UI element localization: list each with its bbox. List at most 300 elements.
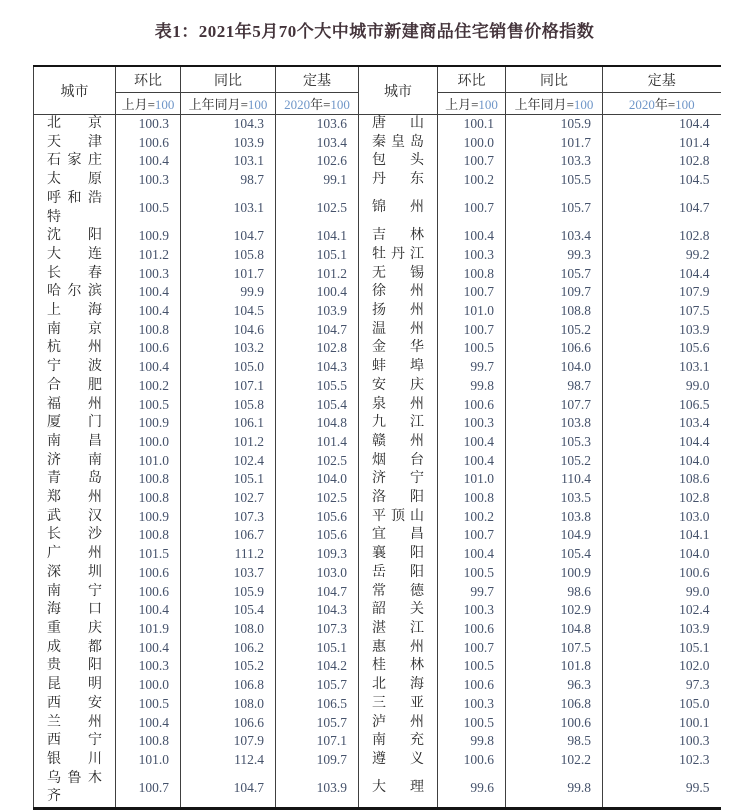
- yoy-cell: 103.4: [506, 227, 603, 246]
- yoy-cell: 105.9: [506, 115, 603, 134]
- table-row: [34, 508, 721, 527]
- city-cell: 南充: [359, 732, 438, 751]
- table-row: [34, 358, 721, 377]
- base-cell: 103.4: [603, 414, 721, 433]
- yoy-cell: 112.4: [181, 751, 276, 770]
- yoy-cell: 99.9: [181, 283, 276, 302]
- yoy-cell: 106.8: [506, 695, 603, 714]
- yoy-cell: 105.4: [181, 601, 276, 620]
- base-cell: 99.0: [603, 583, 721, 602]
- yoy-cell: 102.7: [181, 489, 276, 508]
- subheader-label: 上月=: [121, 97, 155, 112]
- base-cell: 104.5: [603, 171, 721, 190]
- yoy-cell: 105.4: [506, 545, 603, 564]
- base-cell: 105.6: [276, 508, 359, 527]
- table-row: [34, 657, 721, 676]
- yoy-cell: 105.2: [181, 657, 276, 676]
- city-cell: 武汉: [34, 508, 116, 527]
- table-row: [34, 396, 721, 415]
- yoy-cell: 98.7: [506, 377, 603, 396]
- city-cell: 襄阳: [359, 545, 438, 564]
- table-row: [34, 676, 721, 695]
- table-row: [34, 770, 721, 809]
- mom-cell: 100.8: [438, 265, 506, 284]
- mom-cell: 100.4: [116, 601, 181, 620]
- base-cell: 103.9: [603, 321, 721, 340]
- base-cell: 106.5: [603, 396, 721, 415]
- city-cell: 北京: [34, 115, 116, 134]
- table-row: [34, 190, 721, 227]
- yoy-cell: 105.1: [181, 470, 276, 489]
- mom-cell: 100.8: [116, 321, 181, 340]
- yoy-cell: 99.8: [506, 770, 603, 809]
- city-cell: 遵义: [359, 751, 438, 770]
- city-cell: 金华: [359, 339, 438, 358]
- mom-cell: 99.7: [438, 583, 506, 602]
- city-cell: 惠州: [359, 639, 438, 658]
- mom-cell: 99.6: [438, 770, 506, 809]
- mom-cell: 101.0: [438, 470, 506, 489]
- base-cell: 105.6: [603, 339, 721, 358]
- city-cell: 沈阳: [34, 227, 116, 246]
- subheader-base-value: 100: [330, 97, 350, 112]
- page-title: 表1：2021年5月70个大中城市新建商品住宅销售价格指数: [154, 22, 595, 41]
- header-yoy-left: 同比: [181, 66, 276, 93]
- mom-cell: 100.6: [438, 620, 506, 639]
- city-cell: 兰州: [34, 714, 116, 733]
- base-cell: 103.0: [603, 508, 721, 527]
- mom-cell: 100.3: [438, 246, 506, 265]
- subheader-label: 年=: [310, 97, 331, 112]
- table-row: [34, 639, 721, 658]
- mom-cell: 100.7: [438, 639, 506, 658]
- table-row: [34, 321, 721, 340]
- base-cell: 100.1: [603, 714, 721, 733]
- city-cell: 贵阳: [34, 657, 116, 676]
- mom-cell: 101.0: [116, 751, 181, 770]
- table-row: [34, 695, 721, 714]
- base-cell: 102.0: [603, 657, 721, 676]
- mom-cell: 100.8: [116, 470, 181, 489]
- mom-cell: 100.6: [116, 564, 181, 583]
- header-mom-right: 环比: [438, 66, 506, 93]
- table-row: [34, 470, 721, 489]
- yoy-cell: 106.2: [181, 639, 276, 658]
- mom-cell: 100.3: [116, 171, 181, 190]
- base-cell: 107.3: [276, 620, 359, 639]
- subheader-base-value: 100: [573, 97, 594, 112]
- city-cell: 济南: [34, 452, 116, 471]
- base-cell: 108.6: [603, 470, 721, 489]
- table-body: [34, 115, 721, 809]
- yoy-cell: 107.1: [181, 377, 276, 396]
- table-row: [34, 714, 721, 733]
- mom-cell: 100.3: [438, 414, 506, 433]
- subheader-label: 上年同月=: [514, 97, 574, 112]
- yoy-cell: 101.8: [506, 657, 603, 676]
- yoy-cell: 98.7: [181, 171, 276, 190]
- city-cell: 三亚: [359, 695, 438, 714]
- city-cell: 大连: [34, 246, 116, 265]
- subheader-base-value: 2020: [628, 97, 655, 112]
- yoy-cell: 98.5: [506, 732, 603, 751]
- yoy-cell: 104.5: [181, 302, 276, 321]
- city-cell: 锦州: [359, 190, 438, 227]
- yoy-cell: 103.7: [181, 564, 276, 583]
- mom-cell: 100.7: [116, 770, 181, 809]
- yoy-cell: 104.0: [506, 358, 603, 377]
- base-cell: 104.4: [603, 115, 721, 134]
- base-cell: 105.1: [276, 246, 359, 265]
- subheader-base-value: 2020: [284, 97, 311, 112]
- city-cell: 平顶山: [359, 508, 438, 527]
- yoy-cell: 105.2: [506, 452, 603, 471]
- city-cell: 济宁: [359, 470, 438, 489]
- mom-cell: 100.8: [116, 526, 181, 545]
- yoy-cell: 110.4: [506, 470, 603, 489]
- yoy-cell: 108.0: [181, 620, 276, 639]
- yoy-cell: 104.8: [506, 620, 603, 639]
- base-cell: 103.1: [603, 358, 721, 377]
- mom-cell: 101.9: [116, 620, 181, 639]
- yoy-cell: 98.6: [506, 583, 603, 602]
- mom-cell: 100.5: [116, 396, 181, 415]
- mom-cell: 100.6: [438, 396, 506, 415]
- yoy-cell: 107.9: [181, 732, 276, 751]
- table-row: [34, 227, 721, 246]
- subheader-base-right: [603, 93, 721, 115]
- base-cell: 105.4: [276, 396, 359, 415]
- base-cell: 100.6: [603, 564, 721, 583]
- mom-cell: 101.5: [116, 545, 181, 564]
- yoy-cell: 102.4: [181, 452, 276, 471]
- yoy-cell: 104.3: [181, 115, 276, 134]
- mom-cell: 100.0: [116, 676, 181, 695]
- mom-cell: 100.2: [438, 508, 506, 527]
- yoy-cell: 105.8: [181, 246, 276, 265]
- base-cell: 103.0: [276, 564, 359, 583]
- base-cell: 106.5: [276, 695, 359, 714]
- base-cell: 105.5: [276, 377, 359, 396]
- yoy-cell: 105.0: [181, 358, 276, 377]
- base-cell: 103.9: [276, 302, 359, 321]
- base-cell: 102.8: [603, 489, 721, 508]
- base-cell: 104.7: [603, 190, 721, 227]
- city-cell: 西安: [34, 695, 116, 714]
- city-cell: 泉州: [359, 396, 438, 415]
- mom-cell: 100.5: [438, 339, 506, 358]
- yoy-cell: 102.2: [506, 751, 603, 770]
- yoy-cell: 104.6: [181, 321, 276, 340]
- mom-cell: 100.7: [438, 283, 506, 302]
- city-cell: 福州: [34, 396, 116, 415]
- yoy-cell: 101.7: [506, 134, 603, 153]
- mom-cell: 100.5: [438, 714, 506, 733]
- table-row: [34, 583, 721, 602]
- mom-cell: 99.8: [438, 732, 506, 751]
- mom-cell: 100.7: [438, 321, 506, 340]
- mom-cell: 100.0: [438, 134, 506, 153]
- mom-cell: 100.3: [438, 601, 506, 620]
- base-cell: 102.8: [276, 339, 359, 358]
- city-cell: 银川: [34, 751, 116, 770]
- mom-cell: 99.7: [438, 358, 506, 377]
- mom-cell: 100.5: [116, 190, 181, 227]
- city-cell: 南昌: [34, 433, 116, 452]
- city-cell: 九江: [359, 414, 438, 433]
- table-row: [34, 152, 721, 171]
- table-row: [34, 134, 721, 153]
- base-cell: 103.4: [276, 134, 359, 153]
- yoy-cell: 105.9: [181, 583, 276, 602]
- subheader-yoy-right: [506, 93, 603, 115]
- mom-cell: 100.7: [438, 526, 506, 545]
- mom-cell: 100.9: [116, 414, 181, 433]
- table-row: [34, 732, 721, 751]
- city-cell: 北海: [359, 676, 438, 695]
- table-row: [34, 339, 721, 358]
- city-cell: 湛江: [359, 620, 438, 639]
- header-base-left: 定基: [276, 66, 359, 93]
- mom-cell: 100.6: [116, 134, 181, 153]
- city-cell: 长春: [34, 265, 116, 284]
- table-row: [34, 302, 721, 321]
- base-cell: 105.0: [603, 695, 721, 714]
- base-cell: 102.6: [276, 152, 359, 171]
- mom-cell: 100.4: [438, 545, 506, 564]
- yoy-cell: 104.7: [181, 770, 276, 809]
- base-cell: 101.4: [603, 134, 721, 153]
- mom-cell: 100.7: [438, 190, 506, 227]
- base-cell: 104.8: [276, 414, 359, 433]
- base-cell: 104.0: [603, 452, 721, 471]
- city-cell: 唐山: [359, 115, 438, 134]
- base-cell: 105.7: [276, 676, 359, 695]
- yoy-cell: 104.9: [506, 526, 603, 545]
- base-cell: 102.4: [603, 601, 721, 620]
- city-cell: 石家庄: [34, 152, 116, 171]
- mom-cell: 100.5: [438, 657, 506, 676]
- city-cell: 海口: [34, 601, 116, 620]
- base-cell: 104.7: [276, 583, 359, 602]
- base-cell: 99.5: [603, 770, 721, 809]
- base-cell: 101.4: [276, 433, 359, 452]
- city-cell: 长沙: [34, 526, 116, 545]
- mom-cell: 100.4: [438, 452, 506, 471]
- table-row: [34, 545, 721, 564]
- base-cell: 103.9: [603, 620, 721, 639]
- city-cell: 扬州: [359, 302, 438, 321]
- yoy-cell: 106.1: [181, 414, 276, 433]
- base-cell: 99.1: [276, 171, 359, 190]
- header-city-right: 城市: [359, 66, 438, 115]
- base-cell: 105.1: [276, 639, 359, 658]
- city-cell: 昆明: [34, 676, 116, 695]
- base-cell: 102.3: [603, 751, 721, 770]
- base-cell: 102.5: [276, 190, 359, 227]
- base-cell: 107.9: [603, 283, 721, 302]
- city-cell: 厦门: [34, 414, 116, 433]
- base-cell: 104.3: [276, 601, 359, 620]
- yoy-cell: 107.3: [181, 508, 276, 527]
- mom-cell: 100.4: [116, 714, 181, 733]
- base-cell: 99.0: [603, 377, 721, 396]
- table-row: [34, 751, 721, 770]
- city-cell: 无锡: [359, 265, 438, 284]
- header-base-right: 定基: [603, 66, 721, 93]
- base-cell: 102.8: [603, 227, 721, 246]
- mom-cell: 100.4: [116, 152, 181, 171]
- city-cell: 南京: [34, 321, 116, 340]
- yoy-cell: 106.6: [181, 714, 276, 733]
- yoy-cell: 99.3: [506, 246, 603, 265]
- mom-cell: 100.9: [116, 508, 181, 527]
- table-row: [34, 414, 721, 433]
- mom-cell: 100.1: [438, 115, 506, 134]
- city-cell: 西宁: [34, 732, 116, 751]
- mom-cell: 100.6: [116, 339, 181, 358]
- yoy-cell: 101.2: [181, 433, 276, 452]
- yoy-cell: 106.8: [181, 676, 276, 695]
- base-cell: 104.0: [603, 545, 721, 564]
- mom-cell: 100.4: [116, 639, 181, 658]
- yoy-cell: 105.5: [506, 171, 603, 190]
- mom-cell: 100.4: [438, 433, 506, 452]
- yoy-cell: 100.6: [506, 714, 603, 733]
- yoy-cell: 105.8: [181, 396, 276, 415]
- mom-cell: 100.3: [116, 115, 181, 134]
- city-cell: 郑州: [34, 489, 116, 508]
- mom-cell: 100.2: [116, 377, 181, 396]
- subheader-mom-left: [116, 93, 181, 115]
- mom-cell: 99.8: [438, 377, 506, 396]
- subheader-base-value: 100: [675, 97, 695, 112]
- price-index-table: [33, 65, 721, 810]
- table-row: [34, 377, 721, 396]
- base-cell: 107.5: [603, 302, 721, 321]
- table-row: [34, 433, 721, 452]
- yoy-cell: 105.3: [506, 433, 603, 452]
- mom-cell: 100.3: [438, 695, 506, 714]
- yoy-cell: 104.7: [181, 227, 276, 246]
- city-cell: 吉林: [359, 227, 438, 246]
- table-row: [34, 283, 721, 302]
- city-cell: 重庆: [34, 620, 116, 639]
- city-cell: 蚌埠: [359, 358, 438, 377]
- subheader-label: 上年同月=: [188, 97, 248, 112]
- mom-cell: 100.4: [116, 283, 181, 302]
- base-cell: 103.9: [276, 770, 359, 809]
- city-cell: 韶关: [359, 601, 438, 620]
- base-cell: 102.5: [276, 489, 359, 508]
- city-cell: 南宁: [34, 583, 116, 602]
- yoy-cell: 103.2: [181, 339, 276, 358]
- city-cell: 温州: [359, 321, 438, 340]
- base-cell: 107.1: [276, 732, 359, 751]
- header-mom-left: 环比: [116, 66, 181, 93]
- base-cell: 104.4: [603, 265, 721, 284]
- city-cell: 大理: [359, 770, 438, 809]
- header-row-top: [34, 66, 721, 93]
- base-cell: 102.5: [276, 452, 359, 471]
- yoy-cell: 109.7: [506, 283, 603, 302]
- yoy-cell: 106.7: [181, 526, 276, 545]
- header-city-left: 城市: [34, 66, 116, 115]
- table-row: [34, 620, 721, 639]
- city-cell: 深圳: [34, 564, 116, 583]
- yoy-cell: 103.8: [506, 414, 603, 433]
- city-cell: 宜昌: [359, 526, 438, 545]
- subheader-base-value: 100: [247, 97, 268, 112]
- mom-cell: 100.7: [438, 152, 506, 171]
- city-cell: 岳阳: [359, 564, 438, 583]
- city-cell: 杭州: [34, 339, 116, 358]
- base-cell: 105.6: [276, 526, 359, 545]
- city-cell: 青岛: [34, 470, 116, 489]
- city-cell: 烟台: [359, 452, 438, 471]
- base-cell: 109.7: [276, 751, 359, 770]
- mom-cell: 101.2: [116, 246, 181, 265]
- table-row: [34, 564, 721, 583]
- yoy-cell: 106.6: [506, 339, 603, 358]
- yoy-cell: 108.0: [181, 695, 276, 714]
- header-yoy-right: 同比: [506, 66, 603, 93]
- city-cell: 宁波: [34, 358, 116, 377]
- yoy-cell: 107.7: [506, 396, 603, 415]
- mom-cell: 100.9: [116, 227, 181, 246]
- base-cell: 104.4: [603, 433, 721, 452]
- mom-cell: 100.8: [116, 489, 181, 508]
- yoy-cell: 105.7: [506, 265, 603, 284]
- base-cell: 100.3: [603, 732, 721, 751]
- base-cell: 103.6: [276, 115, 359, 134]
- mom-cell: 100.8: [438, 489, 506, 508]
- mom-cell: 100.8: [116, 732, 181, 751]
- city-cell: 广州: [34, 545, 116, 564]
- base-cell: 104.2: [276, 657, 359, 676]
- mom-cell: 100.2: [438, 171, 506, 190]
- city-cell: 哈尔滨: [34, 283, 116, 302]
- mom-cell: 100.4: [438, 227, 506, 246]
- base-cell: 102.8: [603, 152, 721, 171]
- mom-cell: 101.0: [438, 302, 506, 321]
- city-cell: 赣州: [359, 433, 438, 452]
- yoy-cell: 103.9: [181, 134, 276, 153]
- subheader-base-value: 100: [154, 97, 175, 112]
- subheader-base-left: [276, 93, 359, 115]
- table-row: [34, 115, 721, 134]
- base-cell: 104.7: [276, 321, 359, 340]
- yoy-cell: 103.3: [506, 152, 603, 171]
- yoy-cell: 107.5: [506, 639, 603, 658]
- city-cell: 徐州: [359, 283, 438, 302]
- table-row: [34, 265, 721, 284]
- city-cell: 秦皇岛: [359, 134, 438, 153]
- city-cell: 安庆: [359, 377, 438, 396]
- mom-cell: 101.0: [116, 452, 181, 471]
- mom-cell: 100.6: [438, 751, 506, 770]
- base-cell: 104.3: [276, 358, 359, 377]
- city-cell: 成都: [34, 639, 116, 658]
- city-cell: 天津: [34, 134, 116, 153]
- base-cell: 104.0: [276, 470, 359, 489]
- yoy-cell: 103.8: [506, 508, 603, 527]
- city-cell: 包头: [359, 152, 438, 171]
- mom-cell: 100.3: [116, 657, 181, 676]
- yoy-cell: 100.9: [506, 564, 603, 583]
- mom-cell: 100.6: [116, 583, 181, 602]
- base-cell: 97.3: [603, 676, 721, 695]
